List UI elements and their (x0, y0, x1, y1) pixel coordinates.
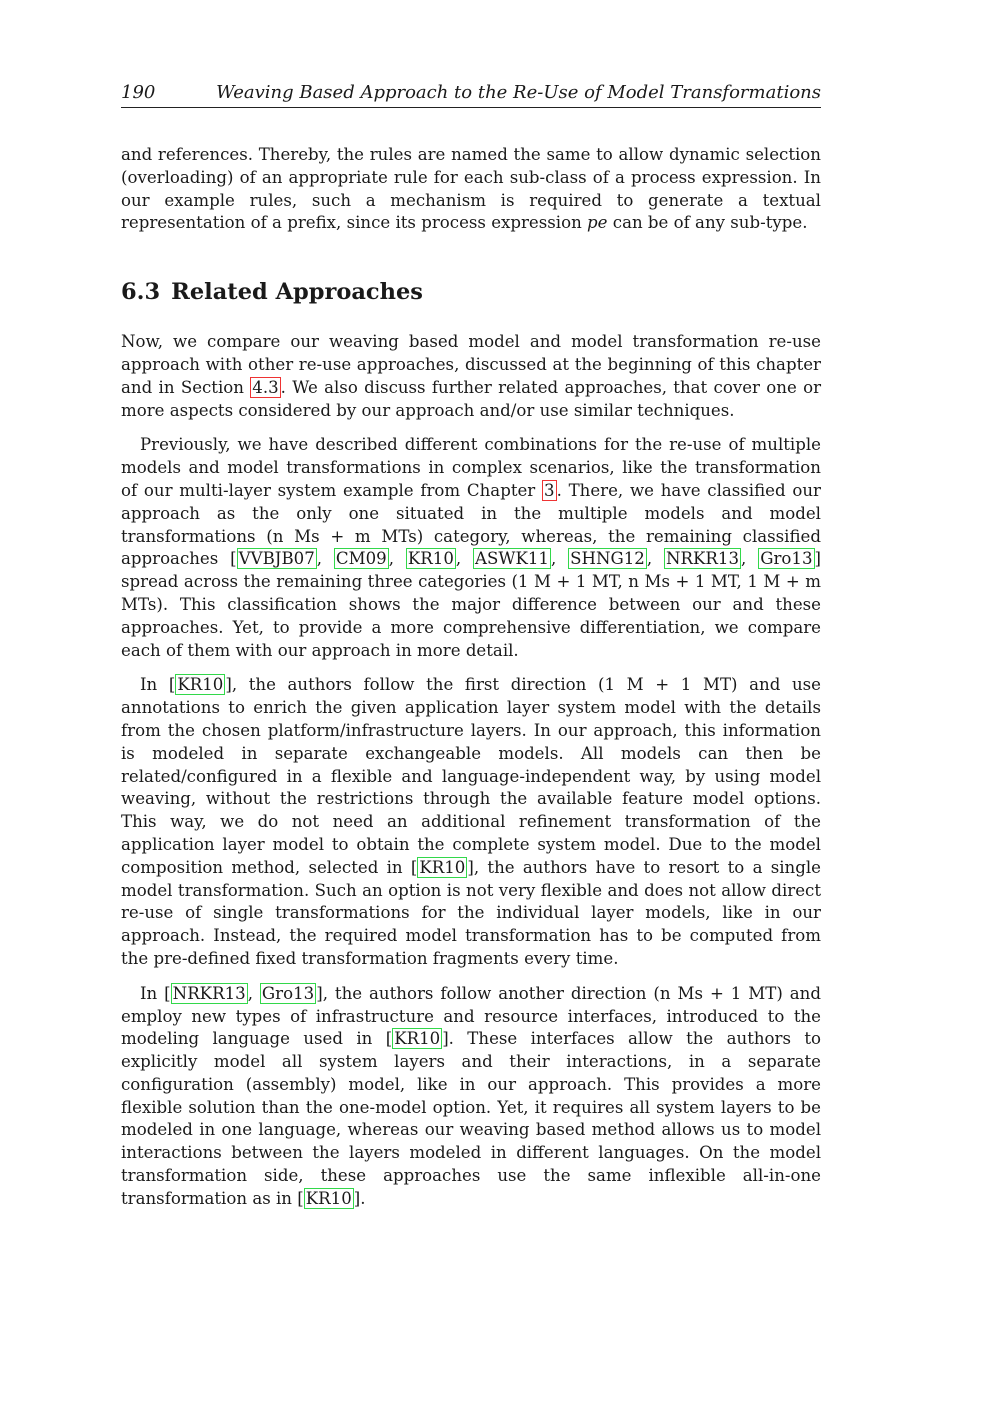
paragraph-nrkr13: In [ NRKR13 , Gro13 ], the authors follow another direction (n Ms + 1 MT) and employ new types of infrastructure and resource interfaces, introduced to the modeling language used in [ KR10 ]. These interfaces allow the authors to explicitly model all system layers and their interactions, in a separate configuration (assembly) model, like in our approach. This provides a more flexible solution than the one-model option. Yet, it requires all system layers to be modeled in one language, whereas our weaving based method allows us to model interactions between the layers modeled in different languages. On the model transformation side, these approaches use the same inflexible all-in-one transformation as in [ KR10 ]. (121, 983, 822, 1208)
citation-link[interactable]: NRKR13 (666, 549, 740, 569)
section-heading (121, 277, 821, 307)
running-header (121, 80, 821, 108)
paragraph-classification: Previously, we have described different combinations for the re-use of multiple models and model transformations in complex scenarios, like the transformation of our multi-layer system example from Chapter 3 . There, we have classified our approach as the only one situated in the multiple models and model transformations (n Ms + m MTs) category, whereas, the remaining classified approaches [ VVBJB07 , CM09 , KR10 , ASWK11 , SHNG12 , NRKR13 , Gro13 ] spread across the remaining three categories (1 M + 1 MT, n Ms + 1 MT, 1 M + m MTs). This classification shows the major difference between our and these approaches. Yet, to provide a more comprehensive differentiation, we compare each of them with our approach in more detail. (121, 435, 821, 660)
chapter-ref-link[interactable]: 3 (544, 480, 555, 500)
paragraph-intro: Now, we compare our weaving based model and model transformation re-use approach with other re-use approaches, discussed at the beginning of this chapter and in Section 4.3 . We also discuss further related approaches, that cover one or more aspects considered by our approach and/or use similar techniques. (121, 332, 821, 420)
section-title: Related Approaches (171, 279, 423, 306)
citation-link[interactable]: SHNG12 (570, 549, 645, 569)
citation-link[interactable]: ASWK11 (475, 549, 549, 569)
citation-link[interactable]: NRKR13 (172, 983, 246, 1003)
section-ref-link[interactable]: 4.3 (252, 377, 279, 397)
citation-link[interactable]: CM09 (335, 549, 387, 569)
citation-link[interactable]: KR10 (419, 857, 466, 877)
page-number: 190 (121, 82, 156, 103)
paragraph-continued: and references. Thereby, the rules are named the same to allow dynamic selection (overloading) of an appropriate rule for each sub-class of a process expression. In our example rules, such a mechanism is required to generate a textual representation of a prefix, since its process expression pe can be of any sub-type. (121, 145, 821, 233)
citation-link[interactable]: Gro13 (261, 983, 315, 1003)
citation-link[interactable]: KR10 (305, 1188, 352, 1208)
citation-link[interactable]: KR10 (394, 1029, 441, 1049)
section-number: 6.3 (121, 279, 161, 306)
running-title: Weaving Based Approach to the Re-Use of Model Transformations (216, 82, 821, 103)
math-pe: pe (587, 213, 608, 233)
paragraph-kr10: In [ KR10 ], the authors follow the first direction (1 M + 1 MT) and use annotations to enrich the given application layer system model with the details from the chosen platform/infrastructure layers. In our approach, this information is modeled in separate exchangeable models. All models can then be related/configured in a flexible and language-independent way, by using model weaving, without the restrictions through the available feature model options. This way, we do not need an additional refinement transformation of the application layer model to obtain the complete system model. Due to the model composition method, selected in [ KR10 ], the authors have to resort to a single model transformation. Such an option is not very flexible and does not allow direct re-use of single transformations for the individual layer models, like in our approach. Instead, the required model transformation has to be computed from the pre-defined fixed transformation fragments every time. (121, 675, 821, 968)
citation-link[interactable]: VVBJB07 (238, 549, 315, 569)
citation-link[interactable]: KR10 (177, 675, 224, 695)
page (121, 80, 821, 1211)
citation-link[interactable]: KR10 (407, 549, 454, 569)
citation-link[interactable]: Gro13 (760, 549, 813, 569)
